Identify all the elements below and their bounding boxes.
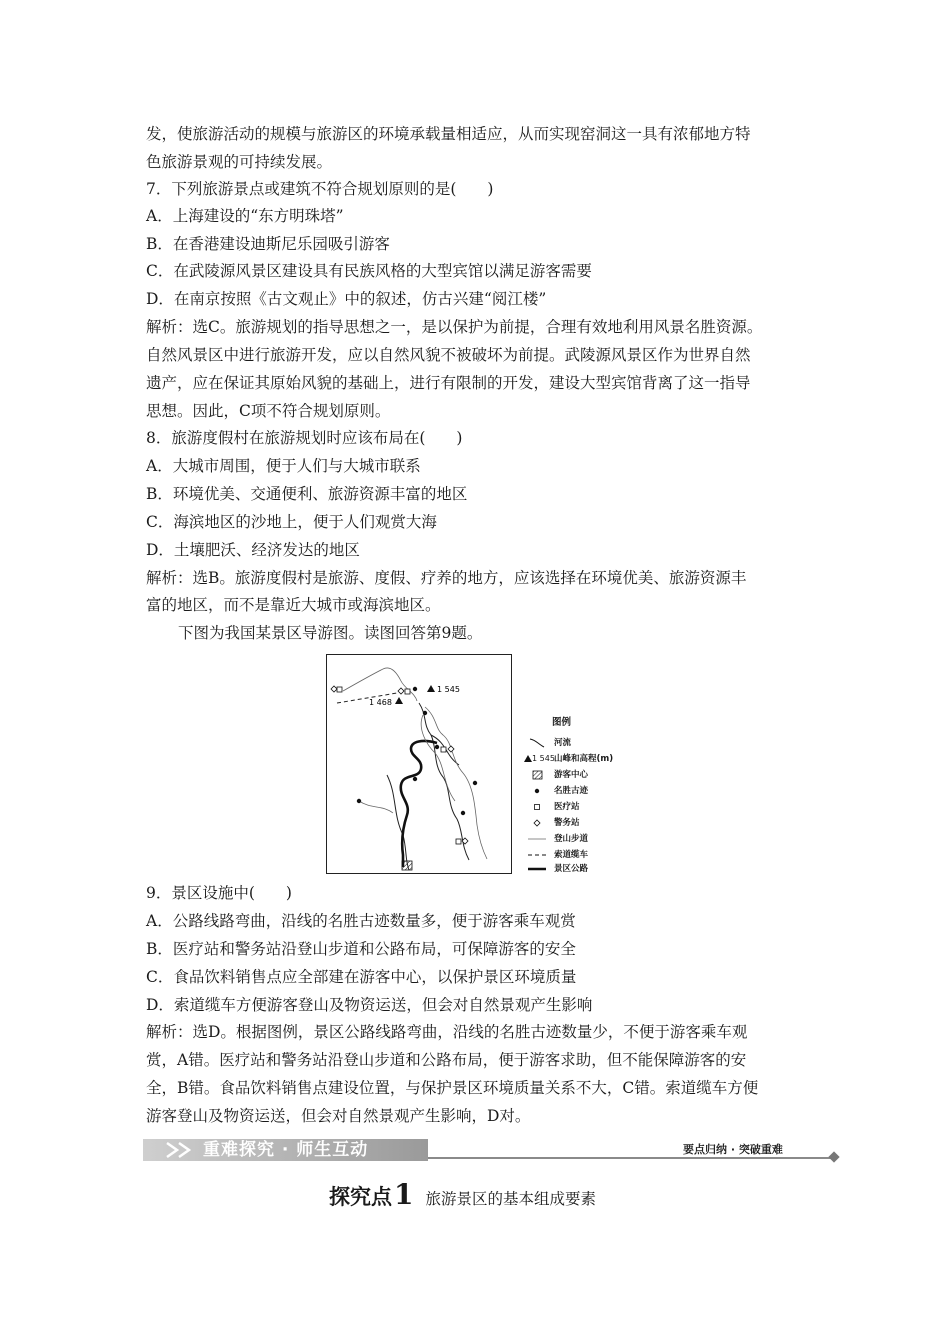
legend-title: 图例 xyxy=(552,717,572,728)
medical-station-marker xyxy=(441,747,446,752)
explore-subtitle: 旅游景区的基本组成要素 xyxy=(425,1190,596,1208)
section-banner xyxy=(143,1139,843,1165)
explore-heading xyxy=(329,1178,596,1211)
question-8-option-c: C．海滨地区的沙地上，便于人们观赏大海 xyxy=(146,513,437,531)
legend-label: 游客中心 xyxy=(554,770,589,780)
medical-station-marker xyxy=(405,689,410,694)
question-9-option-c: C．食品饮料销售点应全部建在游客中心，以保护景区环境质量 xyxy=(146,968,577,986)
question-9-stem: 9．景区设施中( ) xyxy=(146,884,292,902)
diamond-icon xyxy=(828,1151,839,1162)
hiking-trail-line xyxy=(425,707,487,859)
question-7-option-d: D．在南京按照《古文观止》中的叙述，仿古兴建“阅江楼” xyxy=(146,290,547,308)
historic-site-marker xyxy=(413,687,417,691)
question-9-option-b: B．医疗站和警务站沿登山步道和公路布局，可保障游客的安全 xyxy=(146,940,576,958)
question-9-option-d: D．索道缆车方便游客登山及物资运送，但会对自然景观产生影响 xyxy=(146,996,593,1014)
paragraph-line: 色旅游景观的可持续发展。 xyxy=(146,153,333,171)
historic-site-icon xyxy=(524,784,550,798)
scenic-area-map xyxy=(326,654,512,874)
cable-car-icon xyxy=(524,848,550,862)
map-legend xyxy=(524,714,644,874)
explore-number: 1 xyxy=(394,1178,414,1211)
river-line xyxy=(419,703,469,860)
banner-divider xyxy=(428,1157,833,1159)
double-chevron-icon xyxy=(165,1141,199,1159)
answer-analysis-line: 解析：选D。根据图例，景区公路线路弯曲，沿线的名胜古迹数量少，不便于游客乘车观 xyxy=(146,1023,748,1041)
peak-marker xyxy=(395,697,403,704)
legend-label: 警务站 xyxy=(554,818,580,828)
legend-label: 河流 xyxy=(554,738,572,748)
answer-analysis-line: 游客登山及物资运送，但会对自然景观产生影响，D对。 xyxy=(146,1107,531,1125)
police-station-marker xyxy=(398,688,404,694)
answer-analysis-line: 全，B错。食品饮料销售点建设位置，与保护景区环境质量关系不大，C错。索道缆车方便 xyxy=(146,1079,759,1097)
historic-site-marker xyxy=(413,777,417,781)
peak-marker xyxy=(427,685,435,692)
visitor-center-marker xyxy=(402,861,412,870)
map-drawing xyxy=(327,655,510,872)
answer-analysis-line: 解析：选B。旅游度假村是旅游、度假、疗养的地方，应该选择在环境优美、旅游资源丰 xyxy=(146,569,747,587)
historic-site-marker xyxy=(435,745,439,749)
question-7-option-c: C．在武陵源风景区建设具有民族风格的大型宾馆以满足游客需要 xyxy=(146,262,592,280)
question-8-stem: 8．旅游度假村在旅游规划时应该布局在( ) xyxy=(146,429,463,447)
question-7-stem: 7．下列旅游景点或建筑不符合规划原则的是( ) xyxy=(146,180,494,198)
legend-label: 景区公路 xyxy=(554,864,589,874)
answer-analysis-line: 遗产，应在保证其原始风貌的基础上，进行有限制的开发，建设大型宾馆背离了这一指导 xyxy=(146,374,751,392)
hiking-trail-line xyxy=(359,801,393,813)
legend-label: 名胜古迹 xyxy=(554,786,589,796)
legend-peak-sample: 1 545 xyxy=(532,754,555,763)
answer-analysis-line: 富的地区，而不是靠近大城市或海滨地区。 xyxy=(146,596,441,614)
banner-title: 重难探究 · 师生互动 xyxy=(203,1140,369,1160)
legend-label: 山峰和高程(m) xyxy=(554,754,614,764)
medical-station-marker xyxy=(337,687,342,692)
medical-station-marker xyxy=(456,839,461,844)
paragraph-line: 发，使旅游活动的规模与旅游区的环境承载量相适应，从而实现窑洞这一具有浓郁地方特 xyxy=(146,125,751,143)
scenic-road-line xyxy=(401,741,437,867)
historic-site-marker xyxy=(473,781,477,785)
medical-station-icon xyxy=(524,800,550,814)
police-station-marker xyxy=(331,686,337,692)
police-station-marker xyxy=(448,746,454,752)
river-icon xyxy=(524,736,550,750)
question-7-option-b: B．在香港建设迪斯尼乐园吸引游客 xyxy=(146,235,390,253)
legend-label: 医疗站 xyxy=(554,802,580,812)
visitor-center-icon xyxy=(524,768,550,782)
peak-label: 1 545 xyxy=(437,685,460,694)
scenic-road-icon xyxy=(524,862,550,876)
legend-label: 登山步道 xyxy=(554,834,589,844)
question-8-option-a: A．大城市周围，便于人们与大城市联系 xyxy=(146,457,421,475)
historic-site-marker xyxy=(423,711,427,715)
question-8-option-b: B．环境优美、交通便利、旅游资源丰富的地区 xyxy=(146,485,468,503)
explore-label: 探究点 xyxy=(329,1185,392,1209)
question-7-option-a: A．上海建设的“东方明珠塔” xyxy=(146,207,344,225)
historic-site-marker xyxy=(357,799,361,803)
question-9-option-a: A．公路线路弯曲，沿线的名胜古迹数量多，便于游客乘车观赏 xyxy=(146,912,576,930)
banner-subtitle: 要点归纳 · 突破重难 xyxy=(683,1143,783,1156)
question-8-option-d: D．土壤肥沃、经济发达的地区 xyxy=(146,541,360,559)
police-station-icon xyxy=(524,816,550,830)
figure-intro: 下图为我国某景区导游图。读图回答第9题。 xyxy=(178,624,483,642)
legend-label: 索道缆车 xyxy=(554,850,589,860)
historic-site-marker xyxy=(461,811,465,815)
answer-analysis-line: 自然风景区中进行旅游开发，应以自然风貌不被破坏为前提。武陵源风景区作为世界自然 xyxy=(146,346,751,364)
peak-label: 1 468 xyxy=(369,698,392,707)
hiking-trail-icon xyxy=(524,832,550,846)
answer-analysis-line: 解析：选C。旅游规划的指导思想之一，是以保护为前提，合理有效地利用风景名胜资源。 xyxy=(146,318,763,336)
banner-bar xyxy=(143,1139,428,1161)
answer-analysis-line: 赏，A错。医疗站和警务站沿登山步道和公路布局，便于游客求助，但不能保障游客的安 xyxy=(146,1051,747,1069)
answer-analysis-line: 思想。因此，C项不符合规划原则。 xyxy=(146,402,391,420)
